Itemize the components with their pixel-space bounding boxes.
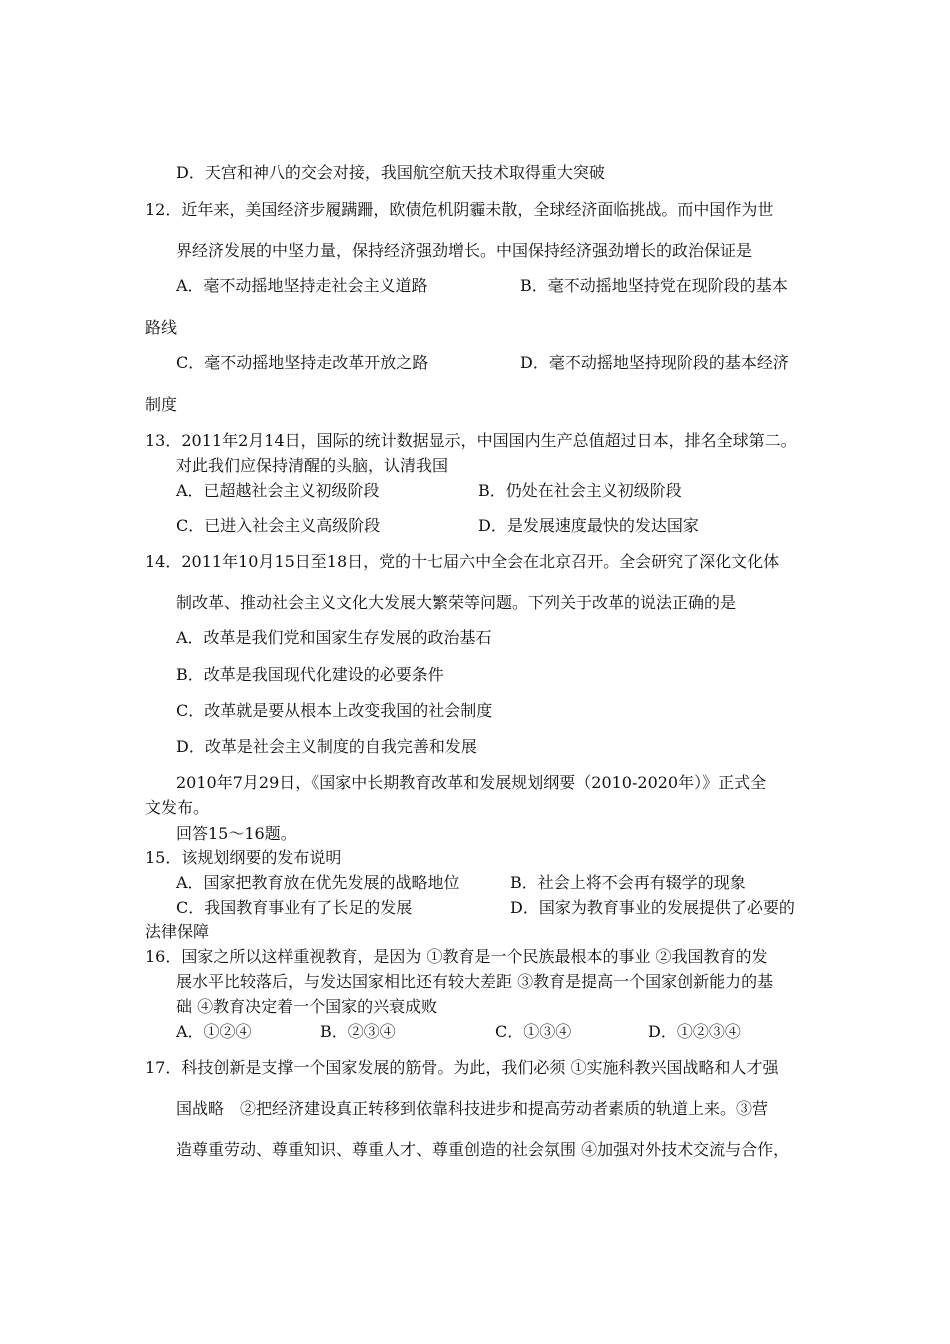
q13-option-a: A．已超越社会主义初级阶段 — [176, 481, 380, 500]
q14-option-b: B．改革是我国现代化建设的必要条件 — [176, 665, 444, 684]
q12-stem-line2: 界经济发展的中坚力量，保持经济强劲增长。中国保持经济强劲增长的政治保证是 — [176, 241, 753, 260]
q12-option-a: A．毫不动摇地坚持走社会主义道路 — [176, 276, 428, 295]
q14-stem-line1: 14．2011年10月15日至18日，党的十七届六中全会在北京召开。全会研究了深化文化体 — [145, 552, 780, 571]
q14-option-d: D．改革是社会主义制度的自我完善和发展 — [176, 737, 477, 756]
q14-stem-line2: 制改革、推动社会主义文化大发展大繁荣等问题。下列关于改革的说法正确的是 — [176, 593, 737, 612]
q13-option-b: B．仍处在社会主义初级阶段 — [478, 481, 682, 500]
q12-option-b-cont: 路线 — [145, 318, 178, 337]
q16-stem-line3: 础 ④教育决定着一个国家的兴衰成败 — [176, 997, 438, 1016]
q15-option-b: B．社会上将不会再有辍学的现象 — [510, 873, 746, 892]
q11-option-d: D．天宫和神八的交会对接，我国航空航天技术取得重大突破 — [176, 163, 605, 182]
q13-stem-line2: 对此我们应保持清醒的头脑，认清我国 — [176, 456, 449, 475]
q12-option-b: B．毫不动摇地坚持党在现阶段的基本 — [520, 276, 788, 295]
q13-option-d: D．是发展速度最快的发达国家 — [478, 516, 699, 535]
q12-option-d: D．毫不动摇地坚持现阶段的基本经济 — [520, 353, 789, 372]
material-instruction: 回答15～16题。 — [176, 824, 297, 843]
q14-option-c: C．改革就是要从根本上改变我国的社会制度 — [176, 701, 493, 720]
q17-stem-line1: 17．科技创新是支撑一个国家发展的筋骨。为此，我们必须 ①实施科教兴国战略和人才强 — [145, 1058, 779, 1077]
q15-option-c: C．我国教育事业有了长足的发展 — [176, 898, 413, 917]
material-line2: 文发布。 — [145, 798, 210, 817]
q15-option-d-cont: 法律保障 — [145, 922, 210, 941]
q17-stem-line3: 造尊重劳动、尊重知识、尊重人才、尊重创造的社会氛围 ④加强对外技术交流与合作， — [176, 1140, 790, 1159]
q15-stem: 15．该规划纲要的发布说明 — [145, 848, 342, 867]
q12-option-c: C．毫不动摇地坚持走改革开放之路 — [176, 353, 429, 372]
q13-option-c: C．已进入社会主义高级阶段 — [176, 516, 381, 535]
q15-option-a: A．国家把教育放在优先发展的战略地位 — [176, 873, 460, 892]
q15-option-d: D．国家为教育事业的发展提供了必要的 — [510, 898, 795, 917]
q14-option-a: A．改革是我们党和国家生存发展的政治基石 — [176, 628, 492, 647]
q13-stem-line1: 13．2011年2月14日，国际的统计数据显示，中国国内生产总值超过日本，排名全球第二。 — [145, 431, 797, 450]
q16-stem-line1: 16．国家之所以这样重视教育，是因为 ①教育是一个民族最根本的事业 ②我国教育的发 — [145, 947, 768, 966]
q16-option-a: A．①②④ — [176, 1022, 252, 1041]
q17-stem-line2: 国战略 ②把经济建设真正转移到依靠科技进步和提高劳动者素质的轨道上来。③营 — [176, 1099, 769, 1118]
material-line1: 2010年7月29日，《国家中长期教育改革和发展规划纲要（2010-2020年）》正式全 — [176, 773, 767, 792]
q16-option-b: B．②③④ — [320, 1022, 396, 1041]
q12-stem-line1: 12．近年来，美国经济步履蹒跚，欧债危机阴霾未散，全球经济面临挑战。而中国作为世 — [145, 200, 774, 219]
q12-option-d-cont: 制度 — [145, 395, 178, 414]
q16-option-c: C．①③④ — [495, 1022, 572, 1041]
q16-stem-line2: 展水平比较落后，与发达国家相比还有较大差距 ③教育是提高一个国家创新能力的基 — [176, 972, 774, 991]
q16-option-d: D．①②③④ — [648, 1022, 741, 1041]
